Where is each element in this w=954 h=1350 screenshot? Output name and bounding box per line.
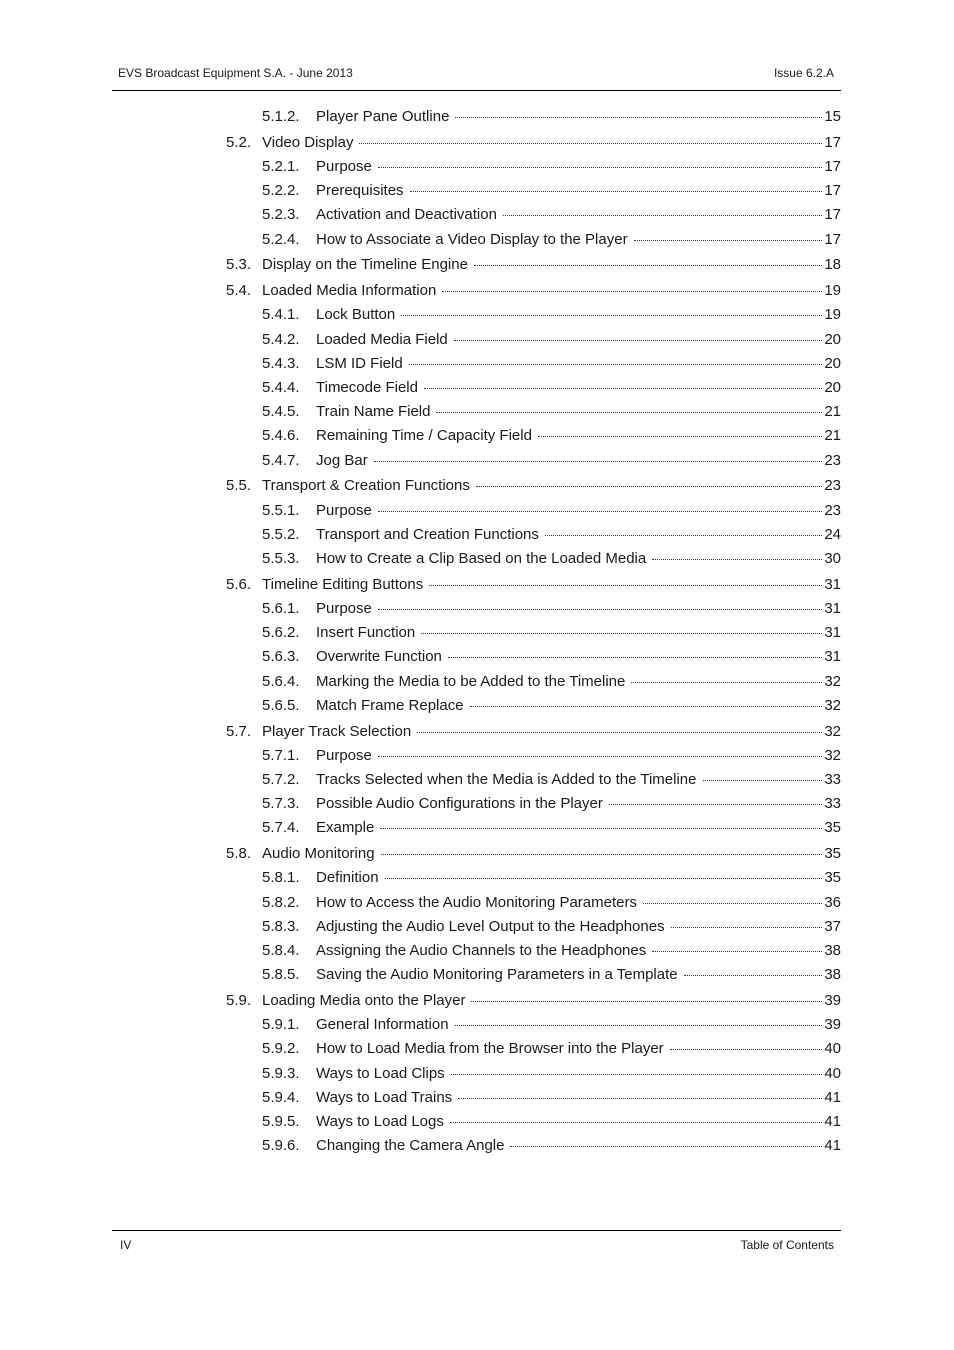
toc-entry-number: 5.8.3.: [262, 917, 300, 935]
toc-entry-number: 5.2.: [226, 133, 252, 151]
toc-entry-number: 5.9.2.: [262, 1040, 300, 1058]
toc-entry-number: 5.7.2.: [262, 771, 300, 788]
toc-entry-title: Match Frame Replace: [316, 696, 464, 714]
toc-entry-title: Example: [316, 819, 375, 837]
toc-entry[interactable]: [262, 1137, 841, 1157]
toc-entry-page: 17: [824, 158, 841, 175]
toc-entry-number: 5.4.4.: [262, 379, 300, 396]
toc-leader-dots: [385, 878, 823, 879]
toc-entry-page: 24: [824, 525, 841, 543]
toc-entry-page: 37: [824, 917, 841, 935]
toc-leader-dots: [380, 828, 822, 829]
toc-entry-page: 36: [824, 893, 841, 911]
toc-entry-page: 23: [824, 501, 841, 519]
toc-entry-title: Remaining Time / Capacity Field: [316, 427, 532, 445]
toc-entry-title: Purpose: [316, 746, 372, 764]
toc-entry-title: Ways to Load Trains: [316, 1088, 453, 1106]
toc-entry-page: 17: [824, 133, 841, 151]
toc-entry-title: Video Display: [262, 133, 354, 151]
toc-entry[interactable]: [262, 624, 841, 644]
toc-entry[interactable]: [262, 1016, 841, 1036]
toc-leader-dots: [684, 975, 823, 976]
toc-entry-title: Player Track Selection: [262, 722, 412, 740]
toc-entry-title: Adjusting the Audio Level Output to the Headphones: [316, 917, 665, 935]
footer-rule: [112, 1230, 841, 1231]
toc-entry-title: How to Create a Clip Based on the Loaded Media: [316, 550, 647, 567]
toc-entry-title: Transport & Creation Functions: [262, 477, 470, 495]
toc-leader-dots: [455, 1025, 823, 1026]
toc-entry-title: Jog Bar: [316, 451, 368, 469]
toc-entry-page: 41: [824, 1113, 841, 1130]
toc-entry-number: 5.4.2.: [262, 330, 300, 348]
toc-entry-number: 5.8.5.: [262, 966, 300, 984]
toc-entry-number: 5.2.4.: [262, 230, 300, 248]
toc-entry-number: 5.8.: [226, 845, 252, 863]
toc-entry-title: How to Associate a Video Display to the Player: [316, 230, 628, 248]
toc-leader-dots: [458, 1098, 822, 1099]
toc-entry-title: Marking the Media to be Added to the Timeline: [316, 672, 626, 690]
toc-entry-page: 31: [824, 600, 841, 617]
toc-entry[interactable]: [262, 771, 841, 791]
toc-entry-title: Ways to Load Clips: [316, 1064, 445, 1082]
toc-entry-page: 31: [824, 575, 841, 593]
toc-entry-title: Changing the Camera Angle: [316, 1137, 505, 1155]
toc-entry-page: 31: [824, 624, 841, 642]
toc-entry-number: 5.8.1.: [262, 869, 300, 887]
toc-entry-number: 5.5.1.: [262, 501, 300, 519]
toc-leader-dots: [448, 657, 822, 658]
toc-entry-title: Assigning the Audio Channels to the Headphones: [316, 942, 647, 959]
toc-leader-dots: [442, 291, 822, 292]
toc-leader-dots: [634, 240, 823, 241]
toc-entry-page: 32: [824, 672, 841, 690]
toc-entry[interactable]: [262, 108, 841, 128]
toc-entry-page: 19: [824, 282, 841, 300]
toc-entry[interactable]: [262, 966, 841, 986]
toc-entry-number: 5.7.4.: [262, 819, 300, 837]
toc-leader-dots: [417, 732, 822, 733]
toc-entry-number: 5.9.6.: [262, 1137, 300, 1155]
toc-entry-page: 32: [824, 746, 841, 764]
toc-entry-number: 5.9.: [226, 992, 252, 1009]
toc-entry[interactable]: [262, 600, 841, 620]
toc-entry-title: Lock Button: [316, 306, 396, 324]
toc-entry-page: 23: [824, 451, 841, 469]
toc-entry-page: 21: [824, 427, 841, 445]
toc-entry-number: 5.7.3.: [262, 795, 300, 813]
toc-entry-page: 39: [824, 992, 841, 1009]
toc-leader-dots: [421, 633, 822, 634]
toc-entry-number: 5.6.2.: [262, 624, 300, 642]
toc-entry-title: Train Name Field: [316, 403, 431, 421]
toc-entry[interactable]: [262, 673, 841, 693]
toc-entry-page: 15: [824, 108, 841, 125]
toc-entry[interactable]: [262, 1040, 841, 1060]
toc-entry[interactable]: [262, 403, 841, 423]
toc-leader-dots: [424, 388, 822, 389]
toc-leader-dots: [374, 461, 823, 462]
toc-entry-number: 5.2.3.: [262, 206, 300, 224]
toc-entry-page: 33: [824, 771, 841, 788]
toc-entry-page: 17: [824, 206, 841, 224]
toc-entry-page: 35: [824, 869, 841, 887]
toc-entry-page: 17: [824, 182, 841, 200]
toc-entry-number: 5.5.: [226, 477, 252, 495]
toc-leader-dots: [631, 682, 822, 683]
header-right: Issue 6.2.A: [773, 66, 834, 80]
toc-leader-dots: [652, 951, 822, 952]
toc-entry-number: 5.2.1.: [262, 158, 300, 175]
toc-entry-title: Activation and Deactivation: [316, 206, 497, 224]
toc-entry[interactable]: [226, 723, 841, 743]
toc-entry[interactable]: [262, 331, 841, 351]
toc-entry-number: 5.6.: [226, 575, 252, 593]
toc-entry-number: 5.7.: [226, 722, 252, 740]
toc-entry[interactable]: [226, 477, 841, 497]
footer-section-title: Table of Contents: [740, 1238, 834, 1252]
toc-entry-title: Tracks Selected when the Media is Added to the Timeline: [316, 771, 697, 788]
toc-entry-page: 32: [824, 722, 841, 740]
toc-leader-dots: [378, 609, 822, 610]
toc-entry-number: 5.9.4.: [262, 1088, 300, 1106]
toc-entry-number: 5.3.: [226, 256, 252, 274]
toc-leader-dots: [470, 706, 823, 707]
toc-leader-dots: [429, 585, 822, 586]
toc-entry-title: Display on the Timeline Engine: [262, 256, 468, 274]
toc-entry[interactable]: [262, 355, 841, 375]
toc-leader-dots: [378, 511, 822, 512]
toc-entry-number: 5.9.5.: [262, 1113, 300, 1130]
toc-entry-title: Transport and Creation Functions: [316, 525, 539, 543]
toc-leader-dots: [455, 117, 822, 118]
toc-entry-title: Overwrite Function: [316, 648, 442, 666]
toc-entry-page: 23: [824, 477, 841, 495]
toc-leader-dots: [703, 780, 823, 781]
toc-entry[interactable]: [226, 576, 841, 596]
toc-entry[interactable]: [262, 819, 841, 839]
toc-leader-dots: [643, 903, 822, 904]
toc-entry-number: 5.4.5.: [262, 403, 300, 421]
toc-entry-number: 5.4.1.: [262, 306, 300, 324]
toc-leader-dots: [381, 854, 823, 855]
toc-leader-dots: [378, 756, 822, 757]
toc-entry-title: Saving the Audio Monitoring Parameters in a Template: [316, 966, 678, 984]
toc-leader-dots: [671, 927, 823, 928]
toc-entry[interactable]: [262, 550, 841, 570]
toc-leader-dots: [652, 559, 822, 560]
toc-entry[interactable]: [262, 379, 841, 399]
toc-entry[interactable]: [262, 206, 841, 226]
toc-leader-dots: [510, 1146, 822, 1147]
toc-entry-page: 31: [824, 648, 841, 666]
toc-leader-dots: [454, 340, 823, 341]
toc-entry[interactable]: [262, 918, 841, 938]
toc-entry-page: 39: [824, 1016, 841, 1034]
toc-entry[interactable]: [262, 452, 841, 472]
toc-entry-title: Definition: [316, 869, 379, 887]
toc-entry[interactable]: [262, 869, 841, 889]
toc-entry-title: Player Pane Outline: [316, 108, 450, 125]
toc-entry-number: 5.4.7.: [262, 451, 300, 469]
toc-entry-page: 18: [824, 256, 841, 274]
toc-entry[interactable]: [262, 526, 841, 546]
toc-entry-number: 5.6.1.: [262, 600, 300, 617]
toc-entry[interactable]: [226, 134, 841, 154]
toc-entry-number: 5.5.3.: [262, 550, 300, 567]
toc-entry-page: 20: [824, 354, 841, 372]
toc-entry[interactable]: [262, 747, 841, 767]
toc-entry[interactable]: [226, 282, 841, 302]
toc-entry-number: 5.4.: [226, 282, 252, 300]
toc-leader-dots: [538, 436, 822, 437]
toc-entry-page: 30: [824, 550, 841, 567]
toc-entry-page: 20: [824, 330, 841, 348]
toc-entry-title: Loading Media onto the Player: [262, 992, 466, 1009]
toc-leader-dots: [378, 167, 822, 168]
toc-entry-page: 35: [824, 819, 841, 837]
toc-entry-number: 5.8.4.: [262, 942, 300, 959]
toc-entry-number: 5.9.1.: [262, 1016, 300, 1034]
toc-leader-dots: [476, 486, 822, 487]
toc-entry-page: 21: [824, 403, 841, 421]
page-footer: [120, 1238, 834, 1252]
toc-entry[interactable]: [226, 845, 841, 865]
toc-entry[interactable]: [262, 795, 841, 815]
toc-entry-number: 5.1.2.: [262, 108, 300, 125]
toc-leader-dots: [410, 191, 823, 192]
toc-entry-title: Prerequisites: [316, 182, 404, 200]
toc-entry[interactable]: [262, 894, 841, 914]
toc-entry-title: Loaded Media Field: [316, 330, 448, 348]
toc-entry-number: 5.6.3.: [262, 648, 300, 666]
toc-entry-title: General Information: [316, 1016, 449, 1034]
toc-entry-title: How to Access the Audio Monitoring Parameters: [316, 893, 637, 911]
toc-entry-page: 19: [824, 306, 841, 324]
footer-page-number: IV: [120, 1238, 132, 1252]
toc-entry-number: 5.9.3.: [262, 1064, 300, 1082]
toc-leader-dots: [471, 1001, 822, 1002]
toc-entry-number: 5.6.5.: [262, 696, 300, 714]
toc-entry-number: 5.8.2.: [262, 893, 300, 911]
toc-leader-dots: [436, 412, 822, 413]
toc-entry-number: 5.5.2.: [262, 525, 300, 543]
toc-entry-page: 41: [824, 1137, 841, 1155]
toc-entry-title: Loaded Media Information: [262, 282, 437, 300]
toc-entry-title: How to Load Media from the Browser into the Player: [316, 1040, 664, 1058]
toc-leader-dots: [450, 1122, 822, 1123]
toc-entry-number: 5.4.6.: [262, 427, 300, 445]
toc-leader-dots: [359, 143, 822, 144]
toc-entry-title: Purpose: [316, 158, 372, 175]
toc-entry-number: 5.2.2.: [262, 182, 300, 200]
toc-entry-title: Timeline Editing Buttons: [262, 575, 424, 593]
toc-entry-title: Audio Monitoring: [262, 845, 375, 863]
toc-entry-title: LSM ID Field: [316, 354, 403, 372]
toc-entry[interactable]: [262, 502, 841, 522]
toc-leader-dots: [451, 1074, 823, 1075]
toc-entry-page: 40: [824, 1064, 841, 1082]
toc-entry[interactable]: [262, 1113, 841, 1133]
toc-entry-page: 38: [824, 966, 841, 984]
toc-entry-page: 20: [824, 379, 841, 396]
toc-entry-number: 5.6.4.: [262, 672, 300, 690]
toc-entry[interactable]: [262, 1089, 841, 1109]
toc-entry-page: 17: [824, 230, 841, 248]
toc-entry[interactable]: [226, 256, 841, 276]
toc-leader-dots: [409, 364, 823, 365]
toc-entry-page: 32: [824, 696, 841, 714]
toc-leader-dots: [545, 535, 822, 536]
toc-entry[interactable]: [262, 306, 841, 326]
toc-entry-title: Ways to Load Logs: [316, 1113, 444, 1130]
toc-entry[interactable]: [262, 648, 841, 668]
toc-leader-dots: [609, 804, 822, 805]
toc-entry-page: 38: [824, 942, 841, 959]
toc-entry-title: Purpose: [316, 600, 372, 617]
toc-leader-dots: [401, 315, 822, 316]
toc-entry-page: 35: [824, 845, 841, 863]
toc-entry[interactable]: [262, 231, 841, 251]
toc-entry[interactable]: [262, 1065, 841, 1085]
toc-leader-dots: [474, 265, 822, 266]
toc-leader-dots: [503, 215, 822, 216]
toc-entry-page: 40: [824, 1040, 841, 1058]
header-left: EVS Broadcast Equipment S.A. - June 2013: [118, 66, 353, 80]
toc-entry[interactable]: [262, 942, 841, 962]
toc-entry-title: Insert Function: [316, 624, 416, 642]
toc-entry[interactable]: [226, 992, 841, 1012]
toc-entry[interactable]: [262, 427, 841, 447]
toc-entry[interactable]: [262, 697, 841, 717]
toc-entry[interactable]: [262, 182, 841, 202]
toc-leader-dots: [670, 1049, 823, 1050]
toc-entry[interactable]: [262, 158, 841, 178]
toc-entry-number: 5.4.3.: [262, 354, 300, 372]
toc-entry-page: 33: [824, 795, 841, 813]
toc-entry-title: Timecode Field: [316, 379, 418, 396]
toc-entry-title: Purpose: [316, 501, 372, 519]
toc-entry-title: Possible Audio Configurations in the Player: [316, 795, 603, 813]
toc-entry-page: 41: [824, 1088, 841, 1106]
toc-entry-number: 5.7.1.: [262, 746, 300, 764]
